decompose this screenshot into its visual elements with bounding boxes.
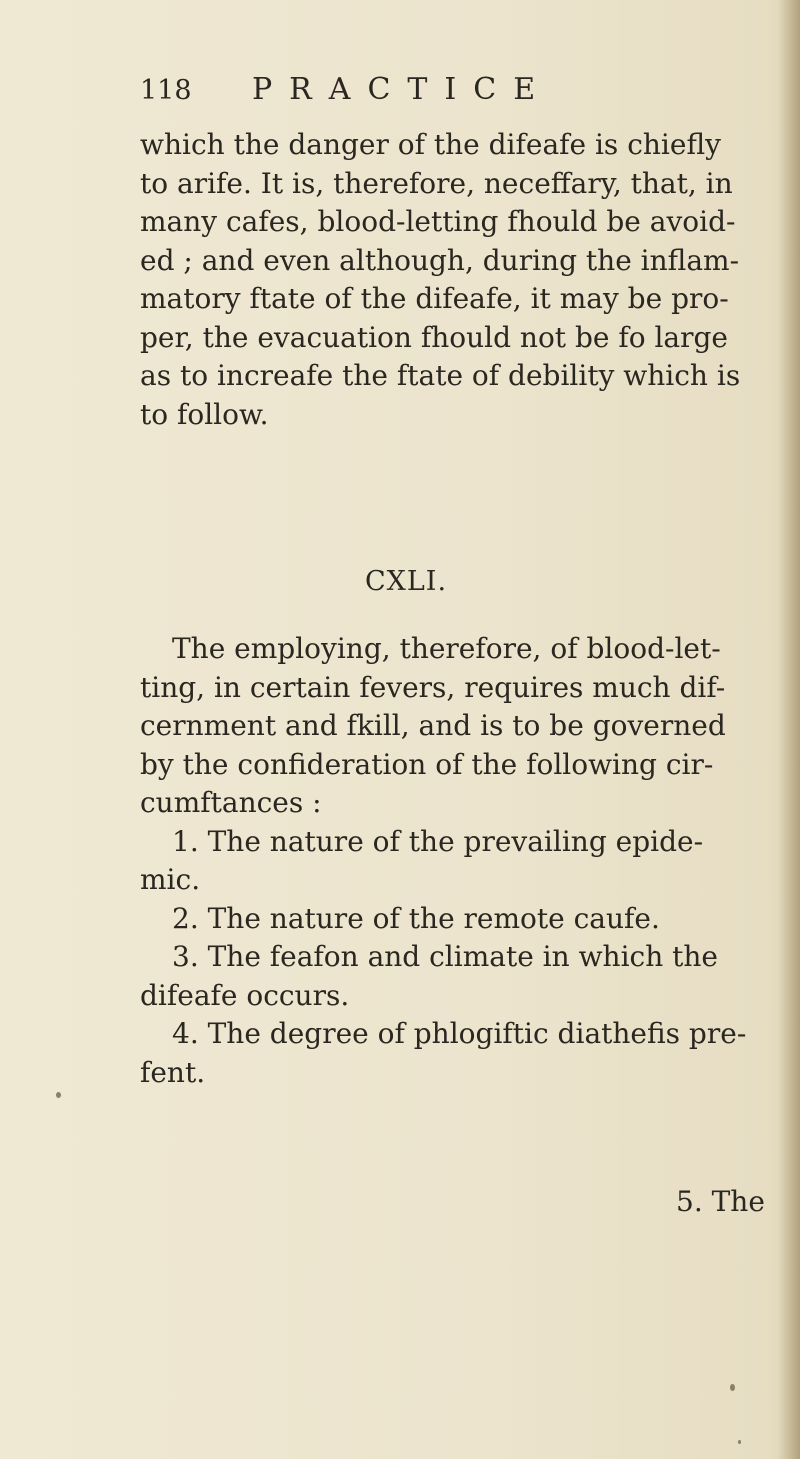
text-line: to arife. It is, therefore, neceffary, that, in [140,166,733,200]
page-header [140,72,552,112]
text-line: to follow. [140,397,269,431]
text-line: 3. The feafon and climate in which the [172,940,718,973]
text-line: cernment and fkill, and is to be governed [140,709,726,742]
list-item [140,938,765,1015]
text-line: 1. The nature of the prevailing epide- [172,824,704,858]
paragraph-continued [140,126,765,434]
text-line: ed ; and even although, during the inflam- [140,243,740,277]
text-line: matory ftate of the difeafe, it may be pro- [140,282,729,315]
text-line: which the danger of the difeafe is chiefly [140,128,721,161]
text-line: mic. [140,863,201,896]
text-line: 4. The degree of phlogiftic diathefis pre- [172,1017,747,1050]
paragraph-cxli [140,630,765,1092]
text-line: as to increafe the ftate of debility which is [140,359,741,392]
running-head: PRACTICE [252,72,553,107]
paper-speck [730,1384,735,1391]
page-number: 118 [140,75,192,106]
text-line: cumftances : [140,786,322,819]
text-line: by the confideration of the following cir- [140,747,714,781]
text-line: 2. The nature of the remote caufe. [172,901,660,935]
paper-speck [738,1440,741,1444]
text-line: per, the evacuation fhould not be fo large [140,320,728,354]
text-line: difeafe occurs. [140,978,350,1012]
text-line: ting, in certain fevers, requires much dif- [140,670,726,704]
list-item [140,1015,765,1092]
text-line: fent. [140,1055,206,1089]
catchword: 5. The [676,1185,765,1218]
text-line: The employing, therefore, of blood-let- [172,632,721,665]
page-edge-shadow [778,0,800,1459]
section-heading: CXLI. [364,566,448,597]
list-item [140,823,765,900]
text-line: many cafes, blood-letting fhould be avoid- [140,205,736,238]
list-item [140,900,765,939]
paper-speck [56,1092,61,1098]
